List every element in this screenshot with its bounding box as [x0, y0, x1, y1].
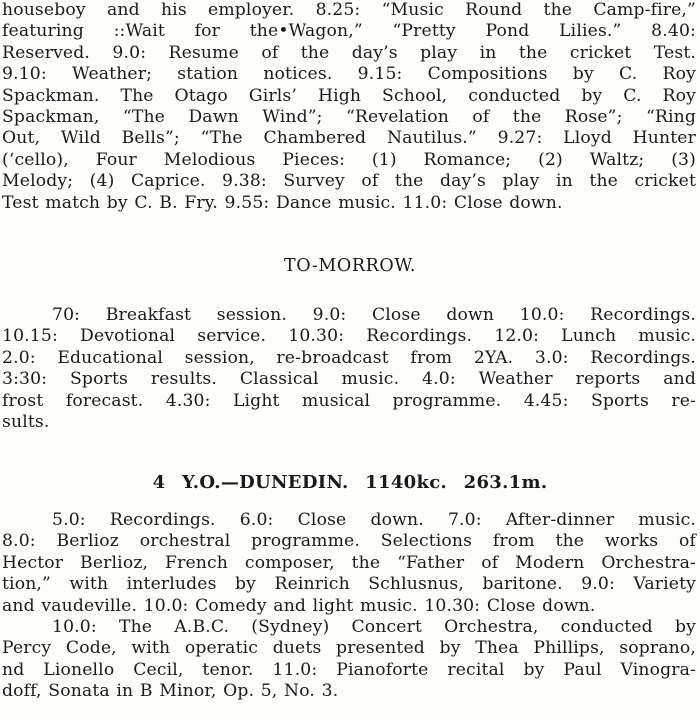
text-line: 9.10: Weather; station notices. 9.15: Compositions by C. Roy [2, 64, 696, 85]
station-programme-text [2, 510, 696, 617]
text-line: and vaudeville. 10.0: Comedy and light music. 10.30: Close down. [2, 595, 596, 616]
text-line: Percy Code, with operatic duets presented by Thea Phillips, soprano, [2, 638, 696, 659]
text-line: 2.0: Educational session, re-broadcast from 2YA. 3.0: Recordings. [2, 347, 696, 368]
text-line: featuring ::Wait for the•Wagon,” “Pretty Pond Lilies.” 8.40: [2, 21, 696, 42]
station-programme-text-2 [2, 617, 696, 703]
text-line: Melody; (4) Caprice. 9.38: Survey of the day’s play in the cricket [2, 171, 696, 192]
text-line: 5.0: Recordings. 6.0: Close down. 7.0: After-dinner music. [52, 510, 696, 530]
text-line: houseboy and his employer. 8.25: “Music Round the Camp-fire,” [2, 0, 696, 20]
text-line: frost forecast. 4.30: Light musical programme. 4.45: Sports re- [2, 390, 696, 411]
tomorrow-programme-text [2, 305, 696, 433]
text-line: 10.0: The A.B.C. (Sydney) Concert Orchestra, conducted by [52, 617, 696, 637]
text-line: Hector Berlioz, French composer, the “Father of Modern Orchestra- [2, 552, 696, 573]
text-line: nd Lionello Cecil, tenor. 11.0: Pianoforte recital by Paul Vinogra- [2, 659, 696, 680]
text-line: 8.0: Berlioz orchestral programme. Selections from the works of [2, 531, 696, 552]
text-line: Test match by C. B. Fry. 9.55: Dance music. 11.0: Close down. [2, 192, 563, 213]
text-line: 10.15: Devotional service. 10.30: Recordings. 12.0: Lunch music. [2, 326, 696, 347]
text-line: sults. [2, 411, 50, 432]
text-line: doff, Sonata in B Minor, Op. 5, No. 3. [2, 681, 339, 702]
text-line: Spackman. The Otago Girls’ High School, conducted by C. Roy [2, 85, 696, 106]
text-line: Spackman, “The Dawn Wind”; “Revelation of the Rose”; “Ring [2, 106, 696, 127]
text-line: tion,” with interludes by Reinrich Schlusnus, baritone. 9.0: Variety [2, 574, 696, 595]
tomorrow-heading: TO-MORROW. [283, 256, 417, 276]
previous-programme-text [2, 0, 696, 214]
text-line: 70: Breakfast session. 9.0: Close down 10.0: Recordings. [52, 305, 696, 325]
station-heading: 4 Y.O.—DUNEDIN. 1140kc. 263.1m. [152, 472, 548, 493]
text-line: 3:30: Sports results. Classical music. 4.0: Weather reports and [2, 369, 696, 390]
text-line: (‘cello), Four Melodious Pieces: (1) Romance; (2) Waltz; (3) [2, 149, 696, 170]
text-line: Out, Wild Bells”; “The Chambered Nautilus.” 9.27: Lloyd Hunter [2, 128, 696, 149]
text-line: Reserved. 9.0: Resume of the day’s play in the cricket Test. [2, 42, 696, 63]
